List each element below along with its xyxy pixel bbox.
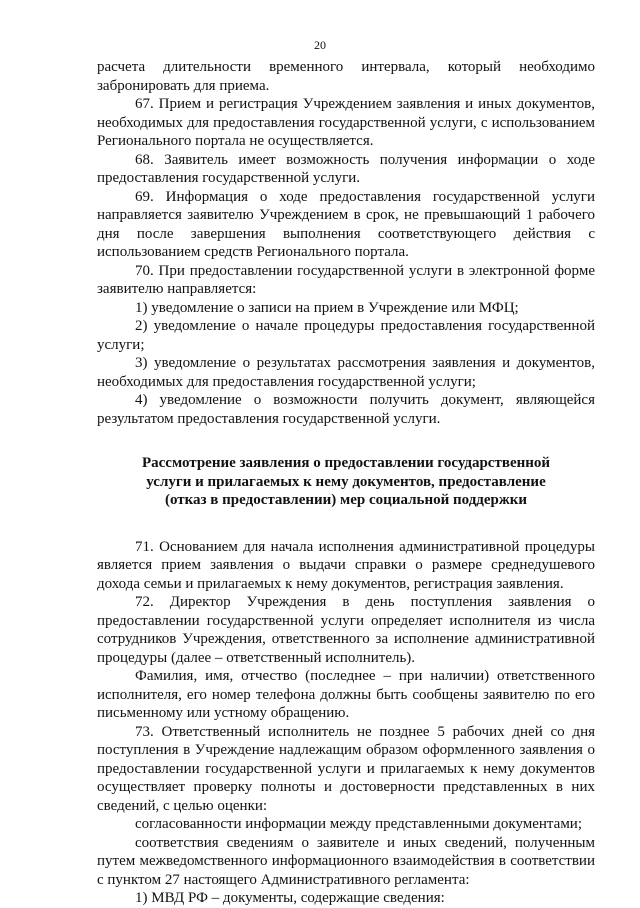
paragraph: 71. Основанием для начала исполнения административной процедуры является прием заявления о выдачи справки о размере среднедушевого дохода семьи и прилагаемых к нему документов, регистрация заявления. bbox=[97, 538, 595, 592]
section-heading bbox=[97, 454, 595, 510]
paragraph: 4) уведомление о возможности получить документ, являющейся результатом предоставления государственной услуги. bbox=[97, 392, 595, 427]
document-body bbox=[97, 58, 595, 908]
paragraph: 2) уведомление о начале процедуры предоставления государственной услуги; bbox=[97, 318, 595, 353]
paragraph: 70. При предоставлении государственной услуги в электронной форме заявителю направляется: bbox=[97, 262, 595, 297]
paragraph: 1) МВД РФ – документы, содержащие сведения: bbox=[135, 890, 445, 906]
heading-line: услуги и прилагаемых к нему документов, предоставление bbox=[146, 473, 546, 490]
paragraph: 67. Прием и регистрация Учреждением заявления и иных документов, необходимых для предоставления государственной услуги, с использованием Регионального портала не осуществляется. bbox=[97, 96, 595, 149]
paragraph: Фамилия, имя, отчество (последнее – при наличии) ответственного исполнителя, его номер телефона должны быть сообщены заявителю по его письменному или устному обращению. bbox=[97, 668, 595, 721]
paragraph: 73. Ответственный исполнитель не позднее 5 рабочих дней со дня поступления в Учреждение надлежащим образом оформленного заявления о предоставлении государственной услуги и прилагаемых к нему документов осуществляет проверку полноты и достоверности представленных в них сведений, с целью оценки: bbox=[97, 723, 595, 814]
heading-line: Рассмотрение заявления о предоставлении государственной bbox=[141, 455, 551, 471]
paragraph: расчета длительности временного интервала, который необходимо забронировать для приема. bbox=[97, 59, 595, 94]
paragraph: согласованности информации между представленными документами; bbox=[135, 816, 583, 832]
heading-line: (отказ в предоставлении) мер социальной поддержки bbox=[164, 492, 528, 508]
section-after-heading bbox=[97, 538, 595, 908]
paragraph: 1) уведомление о записи на прием в Учреждение или МФЦ; bbox=[135, 299, 519, 316]
paragraph: 68. Заявитель имеет возможность получения информации о ходе предоставления государственной услуги. bbox=[97, 151, 595, 186]
section-before-heading bbox=[97, 58, 595, 428]
paragraph: 72. Директор Учреждения в день поступления заявления о предоставлении государственной услуги определяет исполнителя из числа сотрудников Учреждения, ответственного за исполнение административной процедуры (далее – ответственный исполнитель). bbox=[97, 594, 595, 666]
paragraph: 3) уведомление о результатах рассмотрения заявления и документов, необходимых для предоставления государственной услуги; bbox=[97, 355, 595, 390]
paragraph: соответствия сведениям о заявителе и иных сведений, полученным путем межведомственного информационного взаимодействия в соответствии с пунктом 27 настоящего Административного регламента: bbox=[97, 834, 595, 888]
page-number: 20 bbox=[314, 38, 326, 52]
paragraph: 69. Информация о ходе предоставления государственной услуги направляется заявителю Учреждением в срок, не превышающий 1 рабочего дня после завершения выполнения соответствующего действия с использованием средств Регионального портала. bbox=[97, 188, 595, 260]
